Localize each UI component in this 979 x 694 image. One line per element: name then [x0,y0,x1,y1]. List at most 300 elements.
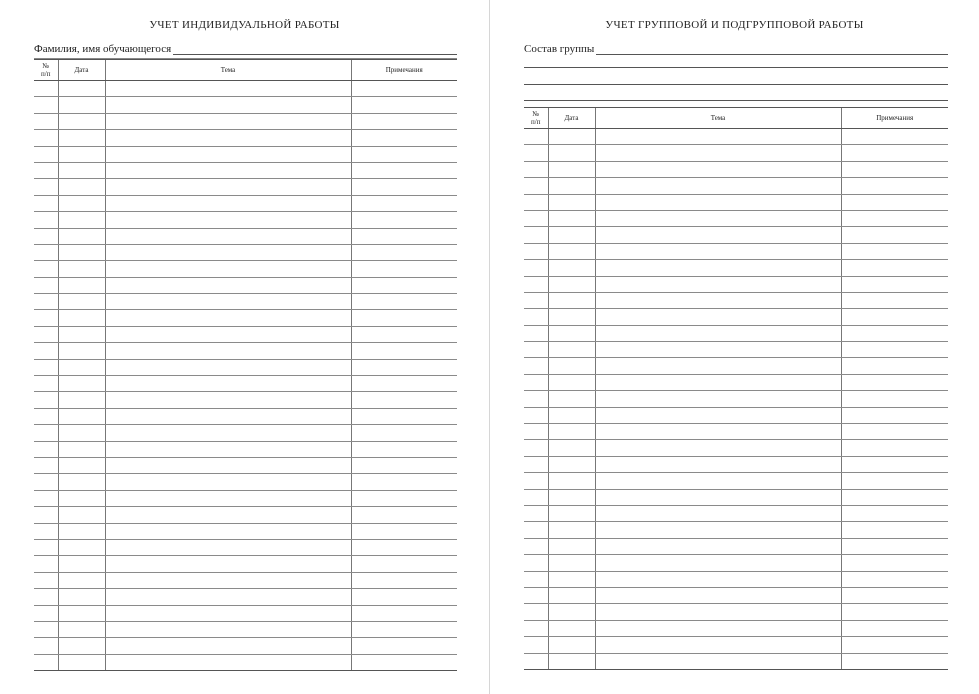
number-cell[interactable] [524,505,548,521]
date-cell[interactable] [58,228,105,244]
date-cell[interactable] [548,522,595,538]
topic-cell[interactable] [595,210,841,226]
notes-cell[interactable] [351,441,457,457]
notes-cell[interactable] [841,194,948,210]
topic-cell[interactable] [105,572,351,588]
number-cell[interactable] [34,162,58,178]
number-cell[interactable] [524,473,548,489]
group-members-line[interactable] [596,44,948,55]
date-cell[interactable] [548,538,595,554]
number-cell[interactable] [34,244,58,260]
topic-cell[interactable] [105,97,351,113]
date-cell[interactable] [58,359,105,375]
number-cell[interactable] [524,424,548,440]
number-cell[interactable] [524,571,548,587]
topic-cell[interactable] [105,408,351,424]
topic-cell[interactable] [105,441,351,457]
notes-cell[interactable] [841,210,948,226]
number-cell[interactable] [524,653,548,669]
topic-cell[interactable] [595,620,841,636]
topic-cell[interactable] [105,359,351,375]
date-cell[interactable] [58,507,105,523]
date-cell[interactable] [548,178,595,194]
notes-cell[interactable] [351,621,457,637]
date-cell[interactable] [548,243,595,259]
number-cell[interactable] [524,129,548,145]
date-cell[interactable] [58,179,105,195]
table-row [524,637,948,653]
date-cell[interactable] [548,489,595,505]
notes-cell[interactable] [351,212,457,228]
notes-cell[interactable] [841,358,948,374]
topic-cell[interactable] [595,489,841,505]
notes-cell[interactable] [841,555,948,571]
notes-cell[interactable] [841,129,948,145]
topic-cell[interactable] [105,179,351,195]
topic-cell[interactable] [105,589,351,605]
date-cell[interactable] [58,376,105,392]
date-cell[interactable] [548,194,595,210]
date-cell[interactable] [548,260,595,276]
date-cell[interactable] [548,309,595,325]
date-cell[interactable] [548,637,595,653]
date-cell[interactable] [548,440,595,456]
date-cell[interactable] [548,276,595,292]
topic-cell[interactable] [105,113,351,129]
notes-cell[interactable] [351,113,457,129]
notes-cell[interactable] [351,589,457,605]
table-row [34,359,457,375]
date-cell[interactable] [58,130,105,146]
number-cell[interactable] [524,342,548,358]
number-cell[interactable] [34,326,58,342]
notes-cell[interactable] [841,571,948,587]
number-cell[interactable] [34,277,58,293]
notes-cell[interactable] [841,407,948,423]
notes-cell[interactable] [841,505,948,521]
notes-cell[interactable] [351,81,457,97]
notes-cell[interactable] [841,456,948,472]
notes-cell[interactable] [351,376,457,392]
number-cell[interactable] [34,359,58,375]
date-cell[interactable] [548,358,595,374]
notes-cell[interactable] [351,179,457,195]
number-cell[interactable] [524,522,548,538]
notes-cell[interactable] [841,276,948,292]
topic-cell[interactable] [105,457,351,473]
number-cell[interactable] [34,441,58,457]
topic-cell[interactable] [595,604,841,620]
topic-cell[interactable] [595,358,841,374]
topic-cell[interactable] [105,621,351,637]
date-cell[interactable] [548,292,595,308]
topic-cell[interactable] [105,81,351,97]
notes-cell[interactable] [351,310,457,326]
number-cell[interactable] [34,490,58,506]
number-cell[interactable] [524,637,548,653]
notes-cell[interactable] [351,605,457,621]
topic-cell[interactable] [105,376,351,392]
number-cell[interactable] [34,146,58,162]
date-cell[interactable] [58,523,105,539]
topic-cell[interactable] [595,653,841,669]
topic-cell[interactable] [105,277,351,293]
topic-cell[interactable] [595,637,841,653]
notes-cell[interactable] [841,260,948,276]
number-cell[interactable] [34,457,58,473]
topic-cell[interactable] [595,456,841,472]
notes-cell[interactable] [841,637,948,653]
notes-cell[interactable] [841,292,948,308]
notes-cell[interactable] [841,342,948,358]
date-cell[interactable] [58,408,105,424]
topic-cell[interactable] [105,261,351,277]
notes-cell[interactable] [351,261,457,277]
number-cell[interactable] [524,145,548,161]
notes-cell[interactable] [351,638,457,654]
number-cell[interactable] [524,538,548,554]
topic-cell[interactable] [105,162,351,178]
notes-cell[interactable] [351,457,457,473]
notes-cell[interactable] [841,522,948,538]
number-cell[interactable] [524,227,548,243]
table-row [524,538,948,554]
student-name-field[interactable] [34,41,457,55]
date-cell[interactable] [58,457,105,473]
topic-cell[interactable] [105,539,351,555]
notes-cell[interactable] [351,343,457,359]
topic-cell[interactable] [105,523,351,539]
date-cell[interactable] [548,604,595,620]
number-cell[interactable] [34,130,58,146]
notes-cell[interactable] [841,309,948,325]
date-cell[interactable] [58,195,105,211]
notes-cell[interactable] [841,620,948,636]
notes-cell[interactable] [351,539,457,555]
group-members-field[interactable] [524,41,948,55]
topic-cell[interactable] [595,342,841,358]
number-cell[interactable] [34,654,58,670]
number-cell[interactable] [34,539,58,555]
date-cell[interactable] [58,605,105,621]
individual-work-table [34,59,457,671]
number-cell[interactable] [34,523,58,539]
table-row [34,212,457,228]
number-cell[interactable] [524,309,548,325]
notes-cell[interactable] [841,161,948,177]
table-row [524,342,948,358]
number-cell[interactable] [34,392,58,408]
date-cell[interactable] [58,326,105,342]
date-cell[interactable] [58,556,105,572]
notes-cell[interactable] [841,227,948,243]
notes-cell[interactable] [351,408,457,424]
notes-cell[interactable] [841,391,948,407]
number-cell[interactable] [524,456,548,472]
topic-cell[interactable] [595,243,841,259]
date-cell[interactable] [548,555,595,571]
topic-cell[interactable] [595,440,841,456]
number-cell[interactable] [34,408,58,424]
notes-cell[interactable] [351,195,457,211]
date-cell[interactable] [58,146,105,162]
number-cell[interactable] [34,195,58,211]
date-cell[interactable] [548,424,595,440]
topic-cell[interactable] [595,407,841,423]
notes-cell[interactable] [351,97,457,113]
date-cell[interactable] [58,113,105,129]
topic-cell[interactable] [595,473,841,489]
notes-cell[interactable] [841,604,948,620]
notes-cell[interactable] [351,425,457,441]
topic-cell[interactable] [595,538,841,554]
date-cell[interactable] [58,97,105,113]
date-cell[interactable] [58,212,105,228]
topic-cell[interactable] [595,129,841,145]
topic-cell[interactable] [595,145,841,161]
date-cell[interactable] [548,391,595,407]
date-cell[interactable] [548,227,595,243]
table-row [34,621,457,637]
notes-cell[interactable] [351,146,457,162]
notes-cell[interactable] [841,374,948,390]
notes-cell[interactable] [351,474,457,490]
notes-cell[interactable] [841,178,948,194]
number-cell[interactable] [524,489,548,505]
topic-cell[interactable] [105,146,351,162]
number-cell[interactable] [34,638,58,654]
date-cell[interactable] [58,589,105,605]
number-cell[interactable] [524,407,548,423]
notes-cell[interactable] [351,654,457,670]
notes-cell[interactable] [841,538,948,554]
number-cell[interactable] [34,425,58,441]
notes-cell[interactable] [841,440,948,456]
page-title: УЧЕТ ГРУППОВОЙ И ПОДГРУППОВОЙ РАБОТЫ [605,19,864,31]
topic-cell[interactable] [595,555,841,571]
number-cell[interactable] [524,260,548,276]
table-row [34,507,457,523]
date-cell[interactable] [548,129,595,145]
topic-cell[interactable] [105,654,351,670]
number-cell[interactable] [524,440,548,456]
notes-cell[interactable] [841,473,948,489]
number-cell[interactable] [524,604,548,620]
topic-cell[interactable] [105,392,351,408]
topic-cell[interactable] [595,260,841,276]
date-cell[interactable] [58,294,105,310]
topic-cell[interactable] [595,587,841,603]
notes-cell[interactable] [841,489,948,505]
topic-cell[interactable] [105,212,351,228]
page-title: УЧЕТ ИНДИВИДУАЛЬНОЙ РАБОТЫ [149,19,340,31]
topic-cell[interactable] [105,343,351,359]
number-cell[interactable] [34,294,58,310]
student-name-line[interactable] [173,44,457,55]
student-name-label: Фамилия, имя обучающегося [34,43,172,55]
number-cell[interactable] [34,310,58,326]
notes-cell[interactable] [351,523,457,539]
topic-cell[interactable] [595,571,841,587]
date-cell[interactable] [58,490,105,506]
group-members-line-3[interactable] [524,84,948,85]
date-cell[interactable] [58,638,105,654]
date-cell[interactable] [548,407,595,423]
topic-cell[interactable] [105,507,351,523]
date-cell[interactable] [548,653,595,669]
date-cell[interactable] [548,456,595,472]
date-cell[interactable] [58,81,105,97]
date-cell[interactable] [548,325,595,341]
topic-cell[interactable] [595,522,841,538]
table-row [34,195,457,211]
topic-cell[interactable] [105,244,351,260]
number-cell[interactable] [524,325,548,341]
topic-cell[interactable] [595,374,841,390]
right-page [490,0,979,694]
date-cell[interactable] [58,310,105,326]
number-cell[interactable] [524,555,548,571]
topic-cell[interactable] [105,228,351,244]
topic-cell[interactable] [105,425,351,441]
table-row [34,97,457,113]
number-cell[interactable] [34,605,58,621]
date-cell[interactable] [58,425,105,441]
date-cell[interactable] [58,244,105,260]
date-cell[interactable] [58,343,105,359]
date-cell[interactable] [548,473,595,489]
date-cell[interactable] [548,210,595,226]
topic-cell[interactable] [595,325,841,341]
date-cell[interactable] [548,505,595,521]
number-cell[interactable] [34,376,58,392]
date-cell[interactable] [548,161,595,177]
date-cell[interactable] [58,621,105,637]
number-cell[interactable] [34,589,58,605]
notes-cell[interactable] [351,392,457,408]
number-cell[interactable] [524,374,548,390]
notes-cell[interactable] [351,572,457,588]
date-cell[interactable] [548,145,595,161]
notes-cell[interactable] [841,587,948,603]
topic-cell[interactable] [105,556,351,572]
date-cell[interactable] [58,572,105,588]
number-cell[interactable] [524,243,548,259]
date-cell[interactable] [548,342,595,358]
topic-cell[interactable] [595,424,841,440]
number-cell[interactable] [34,261,58,277]
number-cell[interactable] [524,358,548,374]
group-members-line-2[interactable] [524,67,948,68]
topic-cell[interactable] [105,326,351,342]
table-row [524,145,948,161]
number-cell[interactable] [34,81,58,97]
date-cell[interactable] [548,620,595,636]
date-cell[interactable] [58,441,105,457]
number-cell[interactable] [34,179,58,195]
topic-cell[interactable] [595,505,841,521]
notes-cell[interactable] [351,556,457,572]
date-cell[interactable] [58,162,105,178]
topic-cell[interactable] [595,391,841,407]
date-cell[interactable] [548,587,595,603]
topic-cell[interactable] [105,638,351,654]
topic-cell[interactable] [595,276,841,292]
topic-cell[interactable] [105,605,351,621]
group-members-line-4[interactable] [524,100,948,101]
notes-cell[interactable] [351,228,457,244]
number-cell[interactable] [34,572,58,588]
number-cell[interactable] [524,292,548,308]
notes-cell[interactable] [351,326,457,342]
topic-cell[interactable] [595,227,841,243]
number-cell[interactable] [524,161,548,177]
date-cell[interactable] [548,571,595,587]
notes-cell[interactable] [351,277,457,293]
number-cell[interactable] [34,212,58,228]
notes-cell[interactable] [841,653,948,669]
topic-cell[interactable] [105,195,351,211]
topic-cell[interactable] [105,310,351,326]
notes-cell[interactable] [841,243,948,259]
topic-cell[interactable] [595,178,841,194]
topic-cell[interactable] [105,294,351,310]
number-cell[interactable] [34,343,58,359]
number-cell[interactable] [34,113,58,129]
date-cell[interactable] [58,474,105,490]
date-cell[interactable] [58,392,105,408]
topic-cell[interactable] [595,161,841,177]
col-number-header: № п/п [34,60,58,81]
number-cell[interactable] [34,97,58,113]
number-cell[interactable] [34,474,58,490]
notes-cell[interactable] [351,490,457,506]
number-cell[interactable] [34,556,58,572]
number-cell[interactable] [524,276,548,292]
notes-cell[interactable] [841,145,948,161]
topic-cell[interactable] [105,474,351,490]
number-cell[interactable] [524,391,548,407]
date-cell[interactable] [548,374,595,390]
table-row [34,572,457,588]
date-cell[interactable] [58,277,105,293]
notes-cell[interactable] [841,325,948,341]
topic-cell[interactable] [595,292,841,308]
notes-cell[interactable] [351,507,457,523]
topic-cell[interactable] [105,130,351,146]
date-cell[interactable] [58,261,105,277]
topic-cell[interactable] [595,194,841,210]
number-cell[interactable] [34,507,58,523]
date-cell[interactable] [58,539,105,555]
number-cell[interactable] [524,194,548,210]
notes-cell[interactable] [841,424,948,440]
notes-cell[interactable] [351,244,457,260]
topic-cell[interactable] [105,490,351,506]
number-cell[interactable] [524,620,548,636]
notes-cell[interactable] [351,162,457,178]
notes-cell[interactable] [351,294,457,310]
number-cell[interactable] [34,621,58,637]
number-cell[interactable] [524,210,548,226]
notes-cell[interactable] [351,359,457,375]
topic-cell[interactable] [595,309,841,325]
number-cell[interactable] [524,587,548,603]
number-cell[interactable] [34,228,58,244]
notes-cell[interactable] [351,130,457,146]
number-cell[interactable] [524,178,548,194]
date-cell[interactable] [58,654,105,670]
